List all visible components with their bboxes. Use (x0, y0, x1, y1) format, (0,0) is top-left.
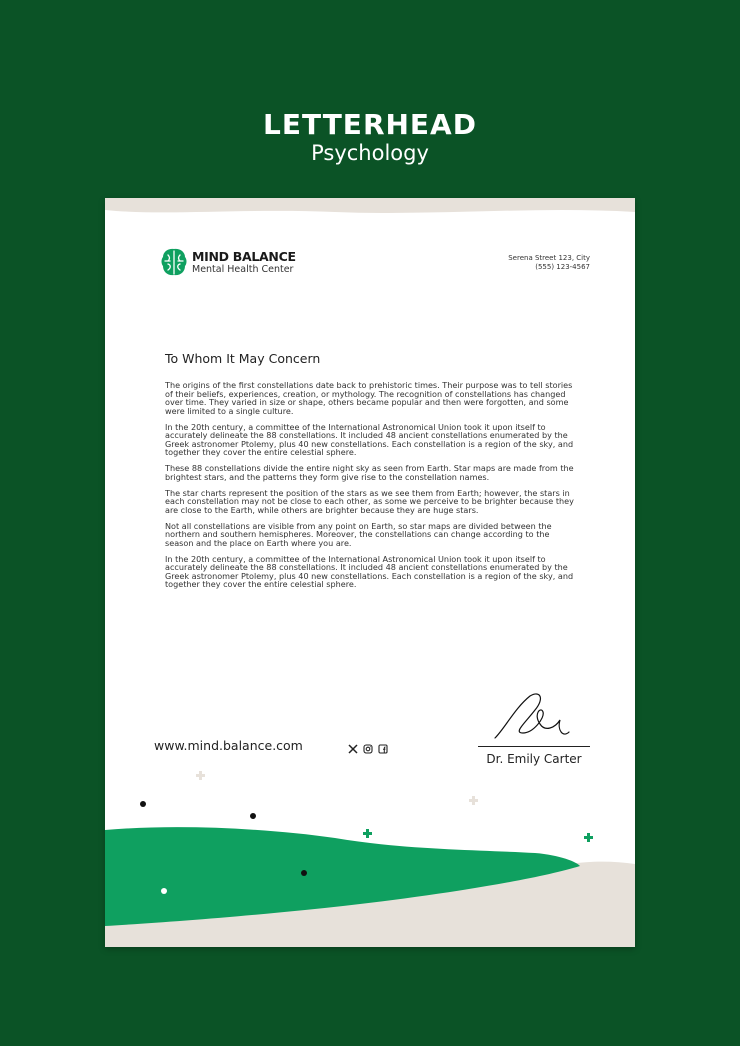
facebook-icon[interactable] (378, 741, 388, 751)
salutation: To Whom It May Concern (165, 351, 321, 366)
social-icons (348, 741, 388, 751)
paragraph: These 88 constellations divide the entire night sky as seen from Earth. Star maps are made from the brightest stars, and the patterns they form give rise to the constellation names. (165, 463, 574, 482)
x-icon[interactable] (348, 741, 358, 751)
signer-name: Dr. Emily Carter (486, 752, 582, 766)
header-title: LETTERHEAD (263, 108, 477, 141)
paragraph: In the 20th century, a committee of the International Astronomical Union took it upon itself to accurately delineate the 88 constellations. It included 48 ancient constellations enumerated by the Greek astronomer Ptolemy, plus 40 new constellations. Each constellation is a region of the sky, and together they cover the entire celestial sphere. (165, 553, 574, 589)
contact-address: Serena Street 123, City (508, 254, 590, 262)
header-subtitle: Psychology (311, 141, 429, 165)
signature-image (485, 688, 595, 748)
letter-body (165, 381, 580, 596)
instagram-icon[interactable] (363, 741, 373, 751)
website-link[interactable]: www.mind.balance.com (154, 738, 303, 753)
brain-logo-icon (160, 247, 188, 277)
contact-block (508, 254, 590, 272)
letterhead-sheet (105, 198, 635, 947)
signature-line (478, 746, 590, 747)
paragraph: Not all constellations are visible from any point on Earth, so star maps are divided between the northern and southern hemispheres. Moreover, the constellations can change according to the season and the place on Earth where you are. (165, 520, 552, 548)
contact-phone: (555) 123-4567 (535, 263, 590, 271)
paragraph: The star charts represent the position of the stars as we see them from Earth; however, the stars in each constellation may not be close to each other, as some we perceive to be brighter because they are close to the Earth, while others are brighter because they are huge stars. (165, 487, 574, 515)
brand-tagline: Mental Health Center (192, 264, 294, 275)
brand-name: MIND BALANCE (192, 249, 296, 264)
paragraph: The origins of the first constellations date back to prehistoric times. Their purpose was to tell stories of their beliefs, experiences, creation, or mythology. The recognition of constellations has changed over time. They varied in size or shape, others became popular and then were forgotten, and some were limited to a single culture. (165, 380, 573, 416)
paragraph: In the 20th century, a committee of the International Astronomical Union took it upon itself to accurately delineate the 88 constellations. It included 48 ancient constellations enumerated by the Greek astronomer Ptolemy, plus 40 new constellations. Each constellation is a region of the sky, and together they cover the entire celestial sphere. (165, 421, 574, 457)
